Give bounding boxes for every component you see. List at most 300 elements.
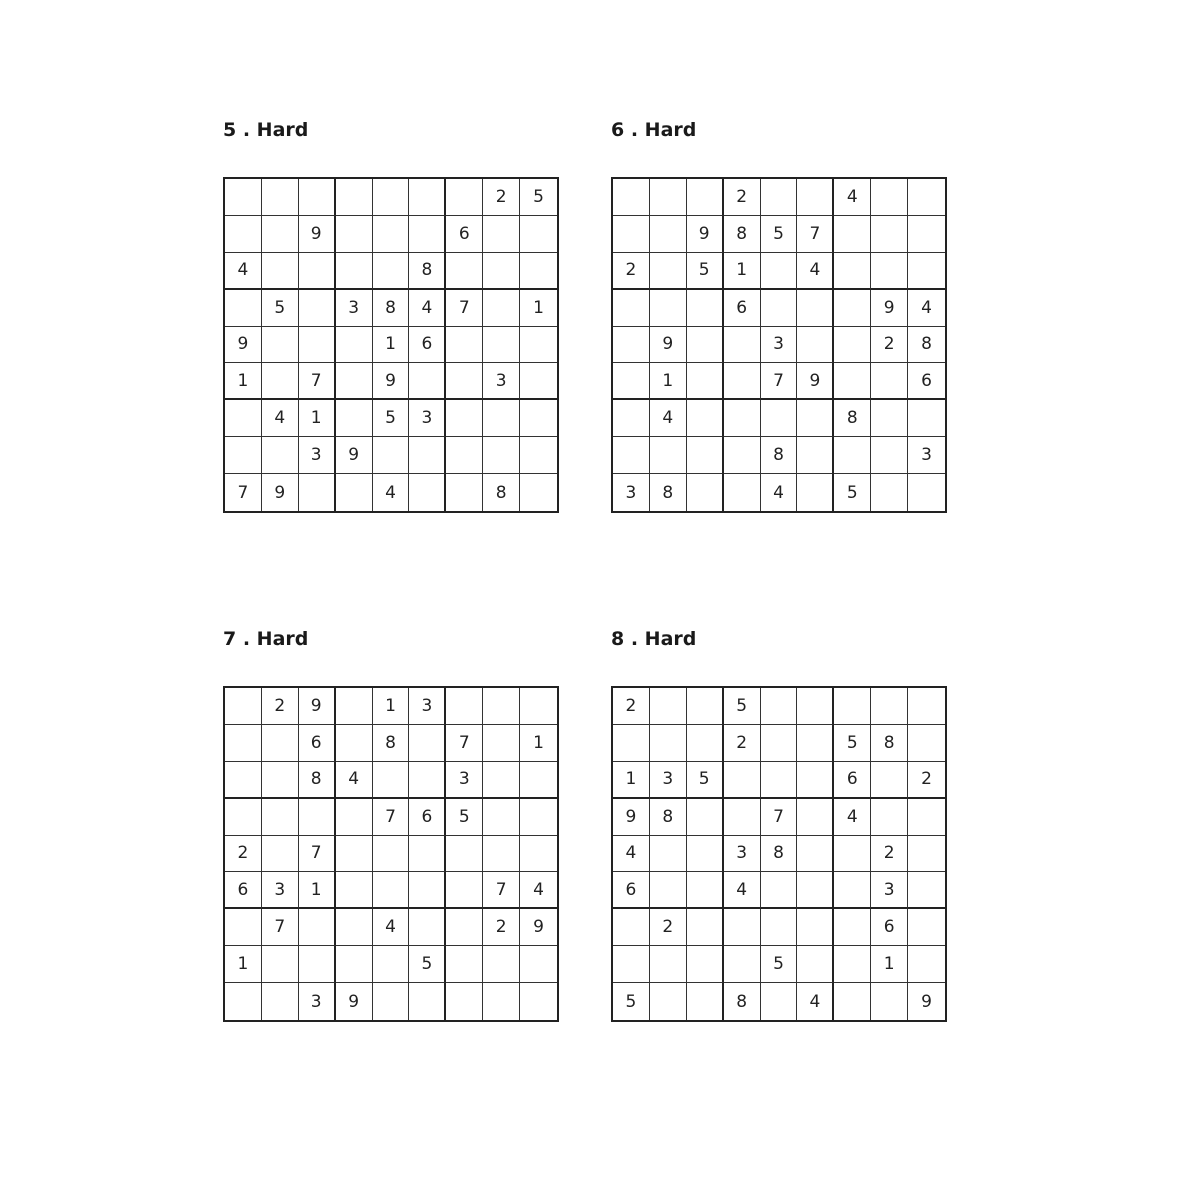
sudoku-cell[interactable]: 6 (225, 872, 262, 909)
sudoku-cell[interactable] (336, 688, 373, 725)
sudoku-cell[interactable]: 1 (871, 946, 908, 983)
sudoku-cell[interactable] (373, 983, 410, 1020)
sudoku-cell[interactable] (650, 688, 687, 725)
sudoku-cell[interactable]: 3 (446, 762, 483, 799)
sudoku-cell[interactable] (446, 363, 483, 400)
sudoku-cell[interactable] (336, 474, 373, 511)
sudoku-cell[interactable] (650, 983, 687, 1020)
sudoku-cell[interactable] (908, 799, 945, 836)
sudoku-cell[interactable] (834, 872, 871, 909)
sudoku-cell[interactable] (225, 762, 262, 799)
sudoku-cell[interactable] (797, 688, 834, 725)
sudoku-cell[interactable]: 8 (761, 437, 798, 474)
sudoku-cell[interactable] (797, 762, 834, 799)
sudoku-cell[interactable]: 6 (299, 725, 336, 762)
sudoku-cell[interactable] (483, 836, 520, 873)
sudoku-cell[interactable]: 9 (520, 909, 557, 946)
sudoku-cell[interactable]: 1 (613, 762, 650, 799)
sudoku-cell[interactable]: 5 (687, 762, 724, 799)
sudoku-cell[interactable]: 4 (373, 474, 410, 511)
sudoku-cell[interactable] (687, 799, 724, 836)
sudoku-cell[interactable] (797, 327, 834, 364)
sudoku-cell[interactable] (908, 179, 945, 216)
sudoku-cell[interactable]: 6 (409, 799, 446, 836)
sudoku-cell[interactable]: 4 (373, 909, 410, 946)
sudoku-cell[interactable]: 5 (613, 983, 650, 1020)
sudoku-cell[interactable]: 9 (613, 799, 650, 836)
sudoku-cell[interactable] (446, 437, 483, 474)
sudoku-cell[interactable] (650, 836, 687, 873)
sudoku-cell[interactable]: 9 (687, 216, 724, 253)
sudoku-cell[interactable]: 7 (225, 474, 262, 511)
sudoku-cell[interactable]: 6 (613, 872, 650, 909)
sudoku-cell[interactable] (797, 179, 834, 216)
sudoku-cell[interactable]: 7 (797, 216, 834, 253)
sudoku-cell[interactable]: 2 (483, 909, 520, 946)
sudoku-cell[interactable] (299, 799, 336, 836)
sudoku-cell[interactable]: 4 (262, 400, 299, 437)
sudoku-cell[interactable] (483, 688, 520, 725)
sudoku-cell[interactable]: 6 (409, 327, 446, 364)
sudoku-cell[interactable]: 7 (761, 799, 798, 836)
sudoku-cell[interactable]: 8 (650, 799, 687, 836)
sudoku-cell[interactable] (446, 179, 483, 216)
sudoku-cell[interactable] (724, 363, 761, 400)
sudoku-cell[interactable] (336, 253, 373, 290)
sudoku-cell[interactable] (613, 216, 650, 253)
sudoku-cell[interactable] (613, 909, 650, 946)
sudoku-cell[interactable] (409, 872, 446, 909)
sudoku-cell[interactable] (262, 253, 299, 290)
sudoku-cell[interactable] (299, 946, 336, 983)
sudoku-cell[interactable]: 4 (650, 400, 687, 437)
sudoku-cell[interactable] (613, 363, 650, 400)
sudoku-cell[interactable] (336, 909, 373, 946)
sudoku-cell[interactable] (724, 400, 761, 437)
sudoku-cell[interactable] (483, 290, 520, 327)
sudoku-cell[interactable]: 7 (262, 909, 299, 946)
sudoku-cell[interactable]: 1 (520, 725, 557, 762)
sudoku-cell[interactable]: 3 (908, 437, 945, 474)
sudoku-cell[interactable]: 2 (613, 688, 650, 725)
sudoku-cell[interactable]: 8 (834, 400, 871, 437)
sudoku-cell[interactable]: 4 (797, 253, 834, 290)
sudoku-cell[interactable]: 3 (409, 688, 446, 725)
sudoku-cell[interactable] (871, 799, 908, 836)
sudoku-cell[interactable]: 7 (373, 799, 410, 836)
sudoku-cell[interactable] (225, 290, 262, 327)
sudoku-cell[interactable] (446, 946, 483, 983)
sudoku-cell[interactable]: 6 (834, 762, 871, 799)
sudoku-cell[interactable] (724, 762, 761, 799)
sudoku-cell[interactable] (724, 327, 761, 364)
sudoku-cell[interactable] (871, 762, 908, 799)
sudoku-cell[interactable] (483, 725, 520, 762)
sudoku-cell[interactable]: 7 (483, 872, 520, 909)
sudoku-cell[interactable] (336, 363, 373, 400)
sudoku-cell[interactable]: 1 (299, 872, 336, 909)
sudoku-cell[interactable] (520, 216, 557, 253)
sudoku-cell[interactable]: 9 (336, 983, 373, 1020)
sudoku-cell[interactable] (834, 253, 871, 290)
sudoku-cell[interactable] (446, 872, 483, 909)
sudoku-cell[interactable] (483, 216, 520, 253)
sudoku-cell[interactable] (373, 762, 410, 799)
sudoku-cell[interactable] (650, 946, 687, 983)
sudoku-cell[interactable] (908, 909, 945, 946)
sudoku-cell[interactable]: 5 (834, 474, 871, 511)
sudoku-cell[interactable] (299, 179, 336, 216)
sudoku-cell[interactable]: 5 (761, 946, 798, 983)
sudoku-cell[interactable] (687, 983, 724, 1020)
sudoku-cell[interactable] (613, 725, 650, 762)
sudoku-cell[interactable] (520, 983, 557, 1020)
sudoku-cell[interactable] (834, 363, 871, 400)
sudoku-cell[interactable]: 3 (724, 836, 761, 873)
sudoku-cell[interactable] (797, 725, 834, 762)
sudoku-cell[interactable] (613, 290, 650, 327)
sudoku-cell[interactable]: 1 (225, 946, 262, 983)
sudoku-cell[interactable] (613, 437, 650, 474)
sudoku-cell[interactable]: 4 (834, 799, 871, 836)
sudoku-cell[interactable] (225, 437, 262, 474)
sudoku-cell[interactable] (483, 437, 520, 474)
sudoku-cell[interactable] (613, 946, 650, 983)
sudoku-cell[interactable] (797, 474, 834, 511)
sudoku-cell[interactable]: 8 (373, 290, 410, 327)
sudoku-cell[interactable] (797, 437, 834, 474)
sudoku-cell[interactable]: 3 (613, 474, 650, 511)
sudoku-cell[interactable] (225, 179, 262, 216)
sudoku-cell[interactable] (225, 909, 262, 946)
sudoku-cell[interactable]: 2 (613, 253, 650, 290)
sudoku-cell[interactable] (336, 179, 373, 216)
sudoku-cell[interactable] (687, 179, 724, 216)
sudoku-cell[interactable] (908, 946, 945, 983)
sudoku-cell[interactable] (483, 253, 520, 290)
sudoku-cell[interactable]: 8 (908, 327, 945, 364)
sudoku-cell[interactable] (687, 474, 724, 511)
sudoku-cell[interactable] (299, 327, 336, 364)
sudoku-cell[interactable]: 7 (761, 363, 798, 400)
sudoku-cell[interactable]: 6 (446, 216, 483, 253)
sudoku-cell[interactable] (446, 327, 483, 364)
sudoku-cell[interactable] (761, 290, 798, 327)
sudoku-cell[interactable] (761, 909, 798, 946)
sudoku-cell[interactable]: 3 (483, 363, 520, 400)
sudoku-cell[interactable] (409, 762, 446, 799)
sudoku-cell[interactable] (483, 400, 520, 437)
sudoku-cell[interactable] (650, 290, 687, 327)
sudoku-cell[interactable] (520, 400, 557, 437)
sudoku-cell[interactable] (797, 799, 834, 836)
sudoku-cell[interactable] (871, 179, 908, 216)
sudoku-cell[interactable] (687, 909, 724, 946)
sudoku-cell[interactable]: 1 (724, 253, 761, 290)
sudoku-cell[interactable] (797, 836, 834, 873)
sudoku-cell[interactable] (262, 799, 299, 836)
sudoku-cell[interactable] (225, 400, 262, 437)
sudoku-cell[interactable] (409, 363, 446, 400)
sudoku-cell[interactable]: 2 (908, 762, 945, 799)
sudoku-cell[interactable] (908, 474, 945, 511)
sudoku-cell[interactable] (262, 179, 299, 216)
sudoku-cell[interactable] (336, 327, 373, 364)
sudoku-cell[interactable]: 1 (299, 400, 336, 437)
sudoku-cell[interactable] (613, 327, 650, 364)
sudoku-cell[interactable]: 8 (871, 725, 908, 762)
sudoku-cell[interactable]: 5 (373, 400, 410, 437)
sudoku-cell[interactable]: 7 (446, 290, 483, 327)
sudoku-cell[interactable] (299, 909, 336, 946)
sudoku-cell[interactable]: 9 (373, 363, 410, 400)
sudoku-cell[interactable]: 8 (650, 474, 687, 511)
sudoku-cell[interactable]: 9 (336, 437, 373, 474)
sudoku-cell[interactable] (871, 983, 908, 1020)
sudoku-cell[interactable] (687, 400, 724, 437)
sudoku-cell[interactable] (520, 799, 557, 836)
sudoku-cell[interactable] (650, 253, 687, 290)
sudoku-cell[interactable]: 8 (724, 983, 761, 1020)
sudoku-cell[interactable] (373, 253, 410, 290)
sudoku-cell[interactable] (650, 216, 687, 253)
sudoku-cell[interactable]: 5 (687, 253, 724, 290)
sudoku-cell[interactable]: 1 (650, 363, 687, 400)
sudoku-cell[interactable]: 6 (724, 290, 761, 327)
sudoku-cell[interactable]: 4 (336, 762, 373, 799)
sudoku-cell[interactable] (225, 725, 262, 762)
sudoku-cell[interactable] (797, 872, 834, 909)
sudoku-cell[interactable]: 2 (650, 909, 687, 946)
sudoku-cell[interactable]: 3 (650, 762, 687, 799)
sudoku-cell[interactable]: 5 (446, 799, 483, 836)
sudoku-cell[interactable] (225, 688, 262, 725)
sudoku-cell[interactable]: 9 (225, 327, 262, 364)
sudoku-cell[interactable] (613, 400, 650, 437)
sudoku-cell[interactable] (409, 474, 446, 511)
sudoku-cell[interactable] (262, 762, 299, 799)
sudoku-cell[interactable] (687, 363, 724, 400)
sudoku-cell[interactable]: 7 (446, 725, 483, 762)
sudoku-cell[interactable] (908, 253, 945, 290)
sudoku-cell[interactable] (761, 725, 798, 762)
sudoku-cell[interactable] (834, 437, 871, 474)
sudoku-cell[interactable]: 2 (871, 327, 908, 364)
sudoku-cell[interactable] (908, 725, 945, 762)
sudoku-cell[interactable] (871, 400, 908, 437)
sudoku-cell[interactable]: 5 (724, 688, 761, 725)
sudoku-cell[interactable] (687, 437, 724, 474)
sudoku-cell[interactable]: 4 (797, 983, 834, 1020)
sudoku-cell[interactable] (650, 872, 687, 909)
sudoku-cell[interactable] (871, 474, 908, 511)
sudoku-cell[interactable]: 5 (761, 216, 798, 253)
sudoku-cell[interactable] (520, 836, 557, 873)
sudoku-cell[interactable]: 1 (520, 290, 557, 327)
sudoku-cell[interactable] (687, 872, 724, 909)
sudoku-cell[interactable]: 9 (921, 991, 932, 1012)
sudoku-cell[interactable] (908, 400, 945, 437)
sudoku-cell[interactable] (724, 909, 761, 946)
sudoku-cell[interactable] (409, 216, 446, 253)
sudoku-cell[interactable] (520, 363, 557, 400)
sudoku-cell[interactable]: 9 (262, 474, 299, 511)
sudoku-cell[interactable] (409, 983, 446, 1020)
sudoku-cell[interactable] (446, 836, 483, 873)
sudoku-cell[interactable] (834, 946, 871, 983)
sudoku-cell[interactable] (299, 290, 336, 327)
sudoku-cell[interactable] (871, 437, 908, 474)
sudoku-cell[interactable] (687, 725, 724, 762)
sudoku-cell[interactable] (409, 179, 446, 216)
sudoku-cell[interactable] (687, 688, 724, 725)
sudoku-cell[interactable] (687, 836, 724, 873)
sudoku-cell[interactable]: 1 (373, 327, 410, 364)
sudoku-cell[interactable] (520, 327, 557, 364)
sudoku-cell[interactable] (724, 799, 761, 836)
sudoku-cell[interactable]: 7 (299, 836, 336, 873)
sudoku-cell[interactable]: 3 (409, 400, 446, 437)
sudoku-cell[interactable] (871, 216, 908, 253)
sudoku-cell[interactable]: 4 (520, 872, 557, 909)
sudoku-cell[interactable]: 8 (483, 474, 520, 511)
sudoku-cell[interactable]: 3 (336, 290, 373, 327)
sudoku-cell[interactable] (687, 290, 724, 327)
sudoku-cell[interactable]: 3 (299, 437, 336, 474)
sudoku-cell[interactable]: 9 (299, 216, 336, 253)
sudoku-cell[interactable] (520, 253, 557, 290)
sudoku-cell[interactable]: 9 (871, 290, 908, 327)
sudoku-cell[interactable]: 5 (409, 946, 446, 983)
sudoku-cell[interactable] (373, 872, 410, 909)
sudoku-cell[interactable] (483, 799, 520, 836)
sudoku-cell[interactable]: 3 (871, 872, 908, 909)
sudoku-cell[interactable]: 4 (409, 290, 446, 327)
sudoku-cell[interactable] (262, 983, 299, 1020)
sudoku-cell[interactable] (336, 216, 373, 253)
sudoku-cell[interactable] (650, 179, 687, 216)
sudoku-cell[interactable] (446, 909, 483, 946)
sudoku-cell[interactable] (520, 946, 557, 983)
sudoku-cell[interactable] (262, 327, 299, 364)
sudoku-cell[interactable] (520, 688, 557, 725)
sudoku-cell[interactable] (834, 290, 871, 327)
sudoku-cell[interactable] (761, 983, 798, 1020)
sudoku-cell[interactable]: 4 (724, 872, 761, 909)
sudoku-cell[interactable] (336, 946, 373, 983)
sudoku-cell[interactable] (761, 400, 798, 437)
sudoku-cell[interactable] (373, 836, 410, 873)
sudoku-cell[interactable] (446, 688, 483, 725)
sudoku-cell[interactable] (483, 762, 520, 799)
sudoku-cell[interactable] (262, 216, 299, 253)
sudoku-cell[interactable]: 3 (299, 983, 336, 1020)
sudoku-cell[interactable] (483, 983, 520, 1020)
sudoku-cell[interactable]: 4 (761, 474, 798, 511)
sudoku-cell[interactable] (336, 400, 373, 437)
sudoku-cell[interactable] (613, 179, 650, 216)
sudoku-cell[interactable] (373, 437, 410, 474)
sudoku-cell[interactable] (483, 327, 520, 364)
sudoku-cell[interactable] (262, 946, 299, 983)
sudoku-cell[interactable]: 8 (724, 216, 761, 253)
sudoku-cell[interactable] (761, 253, 798, 290)
sudoku-cell[interactable] (871, 363, 908, 400)
sudoku-cell[interactable] (409, 909, 446, 946)
sudoku-cell[interactable]: 5 (262, 290, 299, 327)
sudoku-cell[interactable] (650, 437, 687, 474)
sudoku-cell[interactable]: 3 (262, 872, 299, 909)
sudoku-cell[interactable] (262, 725, 299, 762)
sudoku-cell[interactable] (373, 946, 410, 983)
sudoku-cell[interactable] (908, 836, 945, 873)
sudoku-cell[interactable] (797, 290, 834, 327)
sudoku-cell[interactable]: 4 (225, 253, 262, 290)
sudoku-cell[interactable] (520, 762, 557, 799)
sudoku-cell[interactable] (409, 836, 446, 873)
sudoku-cell[interactable] (446, 253, 483, 290)
sudoku-cell[interactable] (446, 983, 483, 1020)
sudoku-cell[interactable]: 5 (520, 179, 557, 216)
sudoku-cell[interactable] (520, 474, 557, 511)
sudoku-cell[interactable]: 4 (834, 179, 871, 216)
sudoku-cell[interactable]: 9 (797, 363, 834, 400)
sudoku-cell[interactable]: 2 (724, 179, 761, 216)
sudoku-cell[interactable]: 9 (299, 688, 336, 725)
sudoku-cell[interactable] (225, 983, 262, 1020)
sudoku-cell[interactable] (724, 946, 761, 983)
sudoku-cell[interactable]: 2 (483, 179, 520, 216)
sudoku-cell[interactable] (761, 688, 798, 725)
sudoku-cell[interactable] (446, 474, 483, 511)
sudoku-cell[interactable] (299, 474, 336, 511)
sudoku-cell[interactable] (834, 909, 871, 946)
sudoku-cell[interactable]: 8 (373, 725, 410, 762)
sudoku-cell[interactable]: 4 (908, 290, 945, 327)
sudoku-cell[interactable] (908, 216, 945, 253)
sudoku-cell[interactable] (687, 946, 724, 983)
sudoku-cell[interactable] (336, 725, 373, 762)
sudoku-cell[interactable] (446, 400, 483, 437)
sudoku-cell[interactable] (834, 688, 871, 725)
sudoku-cell[interactable] (262, 363, 299, 400)
sudoku-cell[interactable]: 8 (299, 762, 336, 799)
sudoku-cell[interactable] (834, 216, 871, 253)
sudoku-cell[interactable] (797, 946, 834, 983)
sudoku-cell[interactable]: 2 (262, 688, 299, 725)
sudoku-cell[interactable]: 1 (373, 688, 410, 725)
sudoku-cell[interactable] (761, 872, 798, 909)
sudoku-cell[interactable] (336, 799, 373, 836)
sudoku-cell[interactable]: 2 (724, 725, 761, 762)
sudoku-cell[interactable] (834, 327, 871, 364)
sudoku-cell[interactable]: 2 (225, 836, 262, 873)
sudoku-cell[interactable]: 1 (225, 363, 262, 400)
sudoku-cell[interactable] (483, 946, 520, 983)
sudoku-cell[interactable]: 2 (871, 836, 908, 873)
sudoku-cell[interactable] (373, 179, 410, 216)
sudoku-cell[interactable] (834, 983, 871, 1020)
sudoku-cell[interactable]: 9 (650, 327, 687, 364)
sudoku-cell[interactable]: 7 (299, 363, 336, 400)
sudoku-cell[interactable] (687, 327, 724, 364)
sudoku-cell[interactable]: 5 (834, 725, 871, 762)
sudoku-cell[interactable] (871, 688, 908, 725)
sudoku-cell[interactable] (520, 437, 557, 474)
sudoku-cell[interactable] (225, 216, 262, 253)
sudoku-cell[interactable] (409, 725, 446, 762)
sudoku-cell[interactable] (409, 437, 446, 474)
